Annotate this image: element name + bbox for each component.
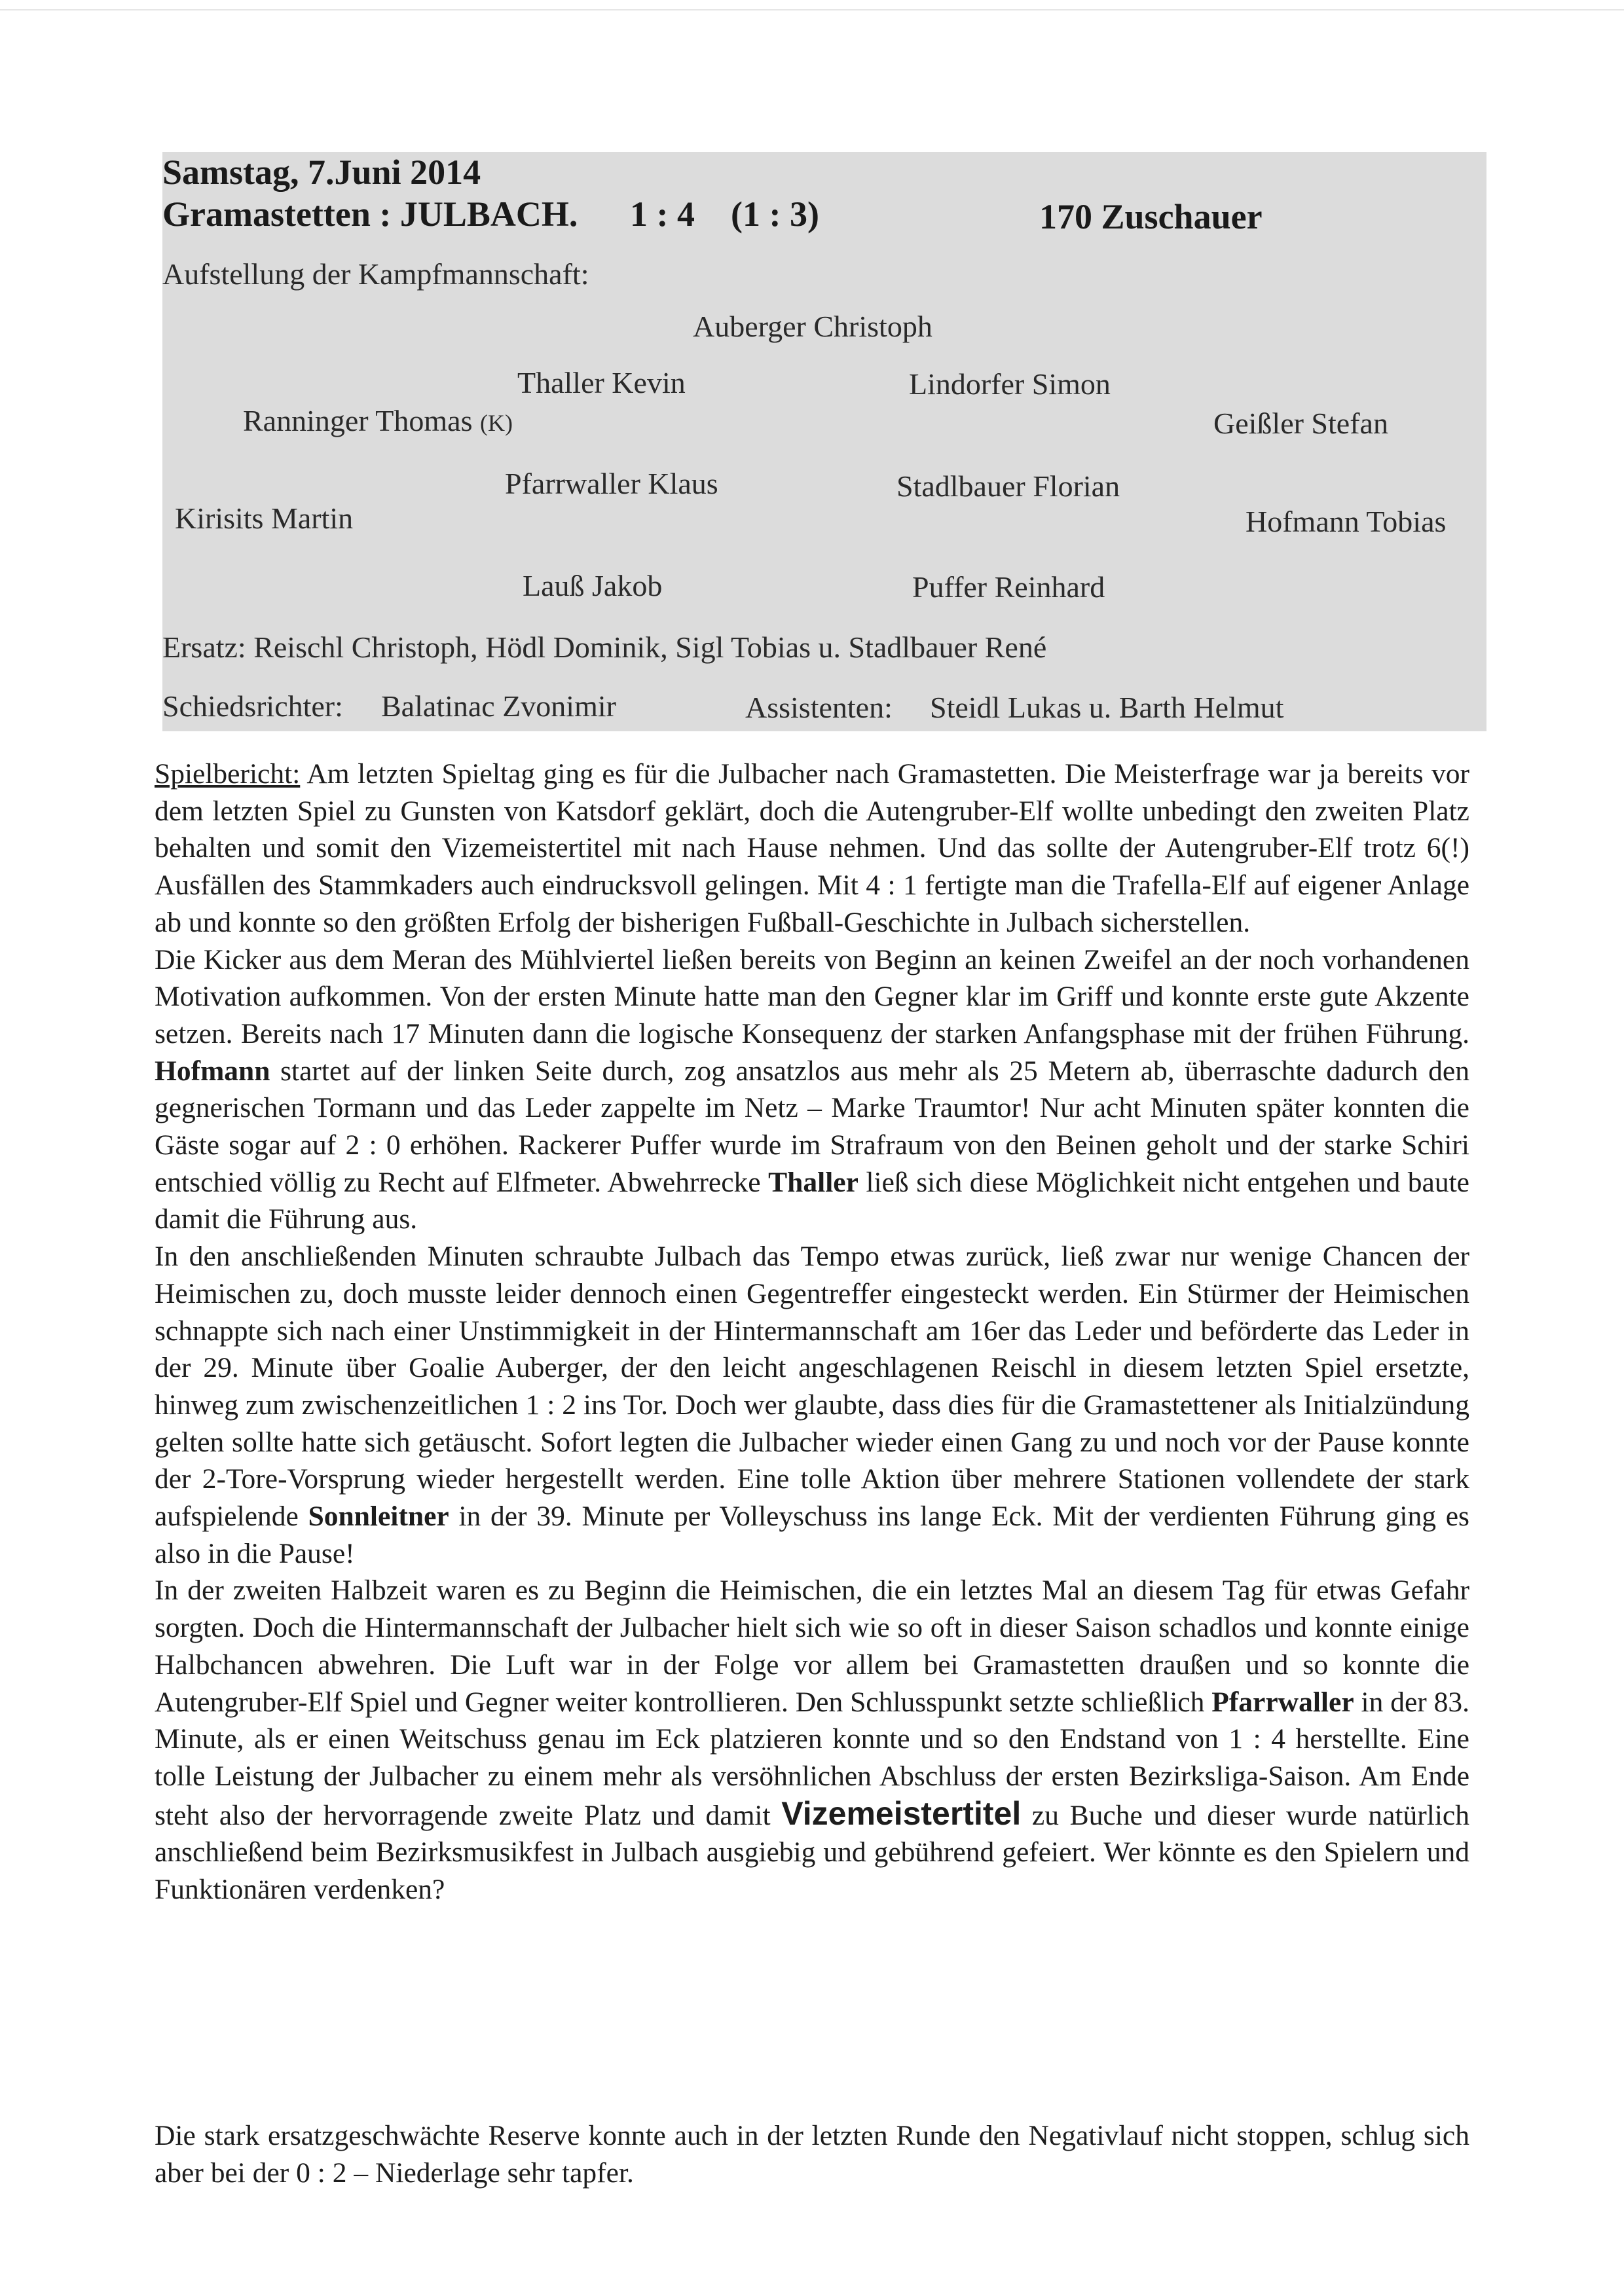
assistants-label: Assistenten: xyxy=(745,691,893,724)
player-fwd-left: Lauß Jakob xyxy=(523,569,663,602)
match-report xyxy=(155,756,1469,1908)
spectator-count: 170 Zuschauer xyxy=(1039,197,1263,236)
match-title: Gramastetten : JULBACH. xyxy=(162,194,578,234)
scan-edge-line xyxy=(0,9,1624,10)
player-goalkeeper: Auberger Christoph xyxy=(693,310,932,343)
captain-mark: (K) xyxy=(479,410,513,436)
player-fb-right: Geißler Stefan xyxy=(1213,407,1388,440)
substitutes: Ersatz: Reischl Christoph, Hödl Dominik, Sigl Tobias u. Stadlbauer René xyxy=(162,630,1047,664)
report-paragraph: In der zweiten Halbzeit waren es zu Beginn die Heimischen, die ein letztes Mal an diesem Tag für etwas Gefahr sorgten. Doch die Hintermannschaft der Julbacher hielt sich wie so oft in dieser Saison schadlos und konnte einige Halbchancen abwehren. Die Luft war in der Folge vor allem bei Gramastetten draußen und so konnte die Autengruber-Elf Spiel und Gegner weiter kontrollieren. Den Schlusspunkt setzte schließlich Pfarrwaller in der 83. Minute, als er einen Weitschuss genau im Eck platzieren konnte und so den Endstand von 1 : 4 herstellte. Eine tolle Leistung der Julbacher zu einem mehr als versöhnlichen Abschluss der ersten Bezirksliga-Saison. Am Ende steht also der hervorragende zweite Platz und damit Vizemeistertitel zu Buche und dieser wurde natürlich anschließend beim Bezirksmusikfest in Julbach ausgiebig und gebührend gefeiert. Wer könnte es den Spielern und Funktionären verdenken? xyxy=(155,1575,1470,1906)
lineup-title: Aufstellung der Kampfmannschaft: xyxy=(162,257,589,291)
scorer-name: Hofmann xyxy=(155,1055,270,1087)
reserve-note: Die stark ersatzgeschwächte Reserve konnte auch in der letzten Runde den Negativlauf nicht stoppen, schlug sich aber bei der 0 : 2 – Niederlage sehr tapfer. xyxy=(155,2120,1469,2189)
player-fb-left: Ranninger Thomas (K) xyxy=(243,404,513,437)
player-mid-left: Pfarrwaller Klaus xyxy=(505,467,718,500)
report-paragraph: Spielbericht: Am letzten Spieltag ging es für die Julbacher nach Gramastetten. Die Meisterfrage war ja bereits vor dem letzten Spiel zu Gunsten von Katsdorf geklärt, doch die Autengruber-Elf wollte unbedingt den zweiten Platz behalten und somit den Vizemeistertitel mit nach Hause nehmen. Und das sollte der Autengruber-Elf trotz 6(!) Ausfällen des Stammkaders auch eindrucksvoll gelingen. Mit 4 : 1 fertigte man die Trafella-Elf auf eigener Anlage ab und konnte so den größten Erfolg der bisherigen Fußball-Geschichte in Julbach sicherstellen. xyxy=(155,758,1469,938)
match-date: Samstag, 7.Juni 2014 xyxy=(162,153,481,192)
halftime-score: (1 : 3) xyxy=(731,194,819,234)
scorer-name: Thaller xyxy=(768,1166,858,1198)
player-fwd-right: Puffer Reinhard xyxy=(912,570,1105,604)
highlight-title: Vizemeistertitel xyxy=(781,1795,1022,1832)
assistants-names: Steidl Lukas u. Barth Helmut xyxy=(930,691,1284,724)
scorer-name: Pfarrwaller xyxy=(1211,1686,1354,1718)
final-score: 1 : 4 xyxy=(630,194,695,234)
scorer-name: Sonnleitner xyxy=(308,1501,449,1533)
report-paragraph: Die Kicker aus dem Meran des Mühlviertel ließen bereits von Beginn an keinen Zweifel an der noch vorhandenen Motivation aufkommen. Von der ersten Minute hatte man den Gegner klar im Griff und konnte erste gute Akzente setzen. Bereits nach 17 Minuten dann die logische Konsequenz der starken Anfangsphase mit der frühen Führung. Hofmann startet auf der linken Seite durch, zog ansatzlos aus mehr als 25 Metern ab, überraschte dadurch den gegnerischen Tormann und das Leder zappelte im Netz – Marke Traumtor! Nur acht Minuten später konnten die Gäste sogar auf 2 : 0 erhöhen. Rackerer Puffer wurde im Strafraum von den Beinen geholt und der starke Schiri entschied völlig zu Recht auf Elfmeter. Abwehrrecke Thaller ließ sich diese Möglichkeit nicht entgehen und baute damit die Führung aus. xyxy=(155,943,1469,1235)
referee-name: Balatinac Zvonimir xyxy=(381,689,616,723)
player-wing-right: Hofmann Tobias xyxy=(1246,505,1447,538)
player-cb-left: Thaller Kevin xyxy=(517,366,686,399)
player-mid-right: Stadlbauer Florian xyxy=(896,469,1120,503)
referee-label: Schiedsrichter: xyxy=(162,689,343,723)
player-wing-left: Kirisits Martin xyxy=(175,501,354,535)
report-label: Spielbericht: xyxy=(155,758,301,790)
report-paragraph: In den anschließenden Minuten schraubte Julbach das Tempo etwas zurück, ließ zwar nur wenige Chancen der Heimischen zu, doch musste leider dennoch einen Gegentreffer eingesteckt werden. Ein Stürmer der Heimischen schnappte sich nach einer Unstimmigkeit in der Hintermannschaft am 16er das Leder und beförderte das Leder in der 29. Minute über Goalie Auberger, der den leicht angeschlagenen Reischl in diesem letzten Spiel ersetzte, hinweg zum zwischenzeitlichen 1 : 2 ins Tor. Doch wer glaubte, dass dies für die Gramastettener als Initialzündung gelten sollte hatte sich getäuscht. Sofort legten die Julbacher wieder einen Gang zu und noch vor der Pause konnte der 2-Tore-Vorsprung wieder hergestellt werden. Eine tolle Aktion über mehrere Stationen vollendete der stark aufspielende Sonnleitner in der 39. Minute per Volleyschuss ins lange Eck. Mit der verdienten Führung ging es also in die Pause! xyxy=(155,1241,1469,1569)
match-info-box xyxy=(162,152,1486,731)
player-cb-right: Lindorfer Simon xyxy=(909,367,1111,401)
